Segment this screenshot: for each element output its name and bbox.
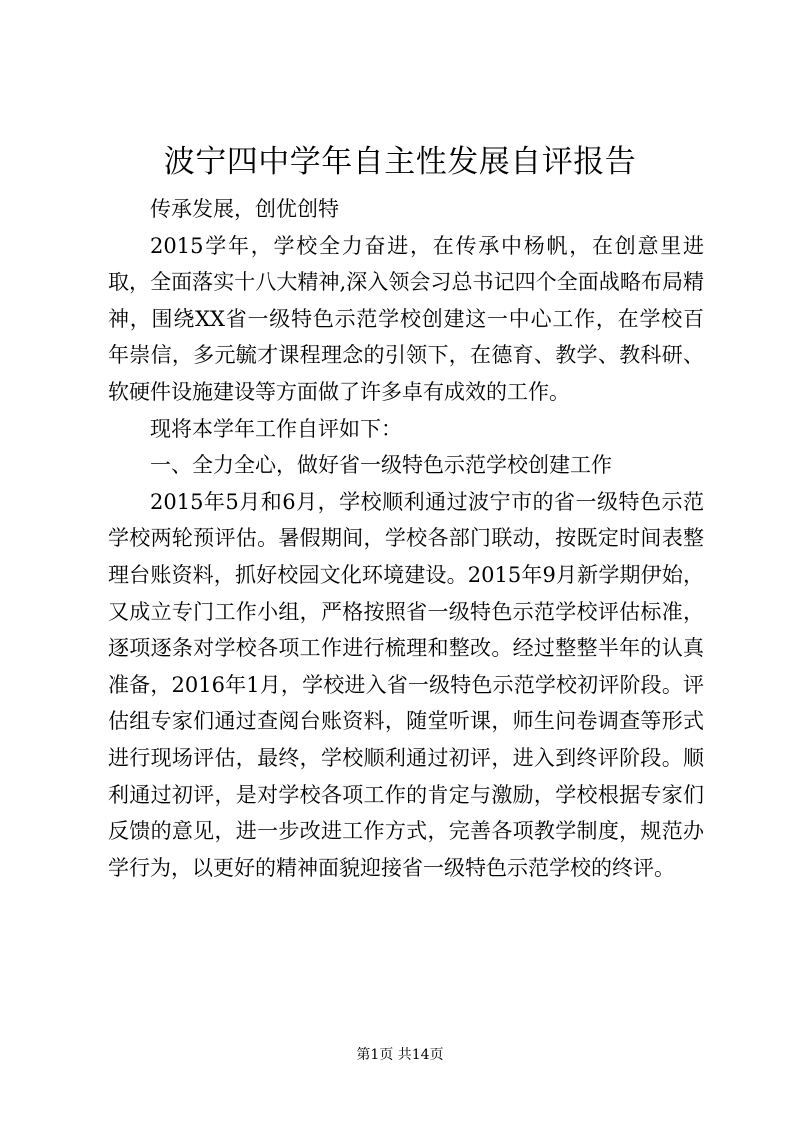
paragraph-summary-lead: 现将本学年工作自评如下： [150,416,402,441]
section-heading-1: 一、全力全心，做好省一级特色示范学校创建工作 [150,453,612,478]
paragraph-section-1: 2015年5月和6月，学校顺利通过波宁市的省一级特色示范学校两轮预评估。暑假期间，学校各部门联动，按既定时间表整理台账资料，抓好校园文化环境建设。2015年9月新学期伊始，又成立专门工作小组，严格按照省一级特色示范学校评估标准，逐项逐条对学校各项工作进行梳理和整改。经过整整半年的认真准备，2016年1月，学校进入省一级特色示范学校初评阶段。评估组专家们通过查阅台账资料，随堂听课，师生问卷调查等形式进行现场评估，最终，学校顺利通过初评，进入到终评阶段。顺利通过初评，是对学校各项工作的肯定与激励，学校根据专家们反馈的意见，进一步改进工作方式，完善各项教学制度，规范办学行为，以更好的精神面貌迎接省一级特色示范学校的终评。 [108,489,704,880]
page-footer: 第1页 共14页 [356,1047,444,1063]
document-title: 波宁四中学年自主性发展自评报告 [163,144,637,180]
paragraph-intro: 2015学年，学校全力奋进，在传承中杨帆，在创意里进取，全面落实十八大精神,深入领会习总书记四个全面战略布局精神，围绕XX省一级特色示范学校创建这一中心工作，在学校百年崇信，多元毓才课程理念的引领下，在德育、教学、教科研、软硬件设施建设等方面做了许多卓有成效的工作。 [108,233,704,404]
paragraph-subtitle: 传承发展，创优创特 [150,197,339,221]
document-body [108,191,704,886]
